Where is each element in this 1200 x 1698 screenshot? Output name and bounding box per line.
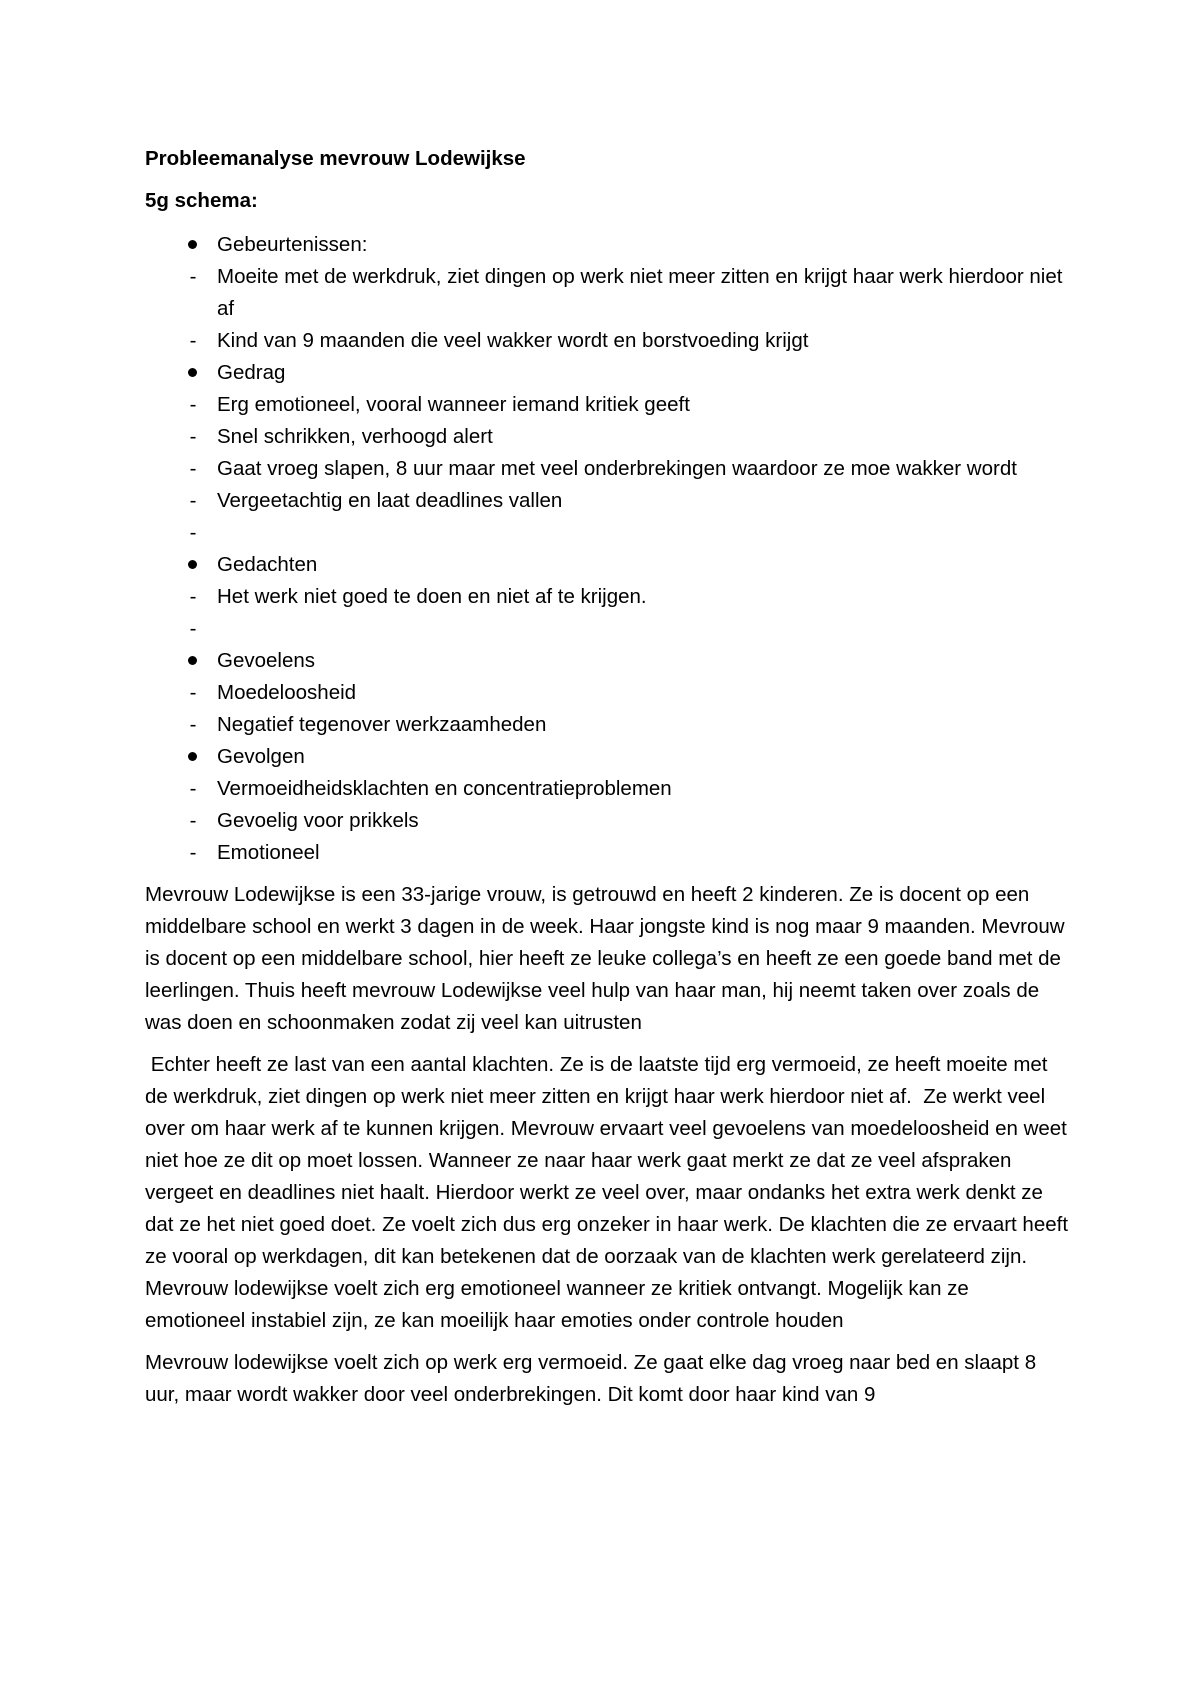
- dash-marker: -: [189, 617, 197, 640]
- list-item: [145, 325, 1070, 357]
- dash-marker: -: [189, 777, 197, 800]
- list-item-text: Erg emotioneel, vooral wanneer iemand kritiek geeft: [217, 393, 690, 416]
- list-item-text: Negatief tegenover werkzaamheden: [217, 713, 547, 736]
- list-item: [145, 837, 1070, 869]
- dash-marker: -: [189, 585, 197, 608]
- paragraph: Echter heeft ze last van een aantal klachten. Ze is de laatste tijd erg vermoeid, ze heeft moeite met de werkdruk, ziet dingen op werk niet meer zitten en krijgt haar werk hierdoor niet af. Ze werkt veel over om haar werk af te kunnen krijgen. Mevrouw ervaart veel gevoelens van moedeloosheid en weet niet hoe ze dit op moet lossen. Wanneer ze naar haar werk gaat merkt ze dat ze veel afspraken vergeet en deadlines niet haalt. Hierdoor werkt ze veel over, maar ondanks het extra werk denkt ze dat ze het niet goed doet. Ze voelt zich dus erg onzeker in haar werk. De klachten die ze ervaart heeft ze vooral op werkdagen, dit kan betekenen dat de oorzaak van de klachten werk gerelateerd zijn. Mevrouw lodewijkse voelt zich erg emotioneel wanneer ze kritiek ontvangt. Mogelijk kan ze emotioneel instabiel zijn, ze kan moeilijk haar emoties onder controle houden: [145, 1053, 1074, 1332]
- document-body: [145, 143, 1074, 1421]
- list-item-text: Vermoeidheidsklachten en concentratieproblemen: [217, 777, 672, 800]
- list-item-text: [217, 613, 1070, 645]
- list-item: [145, 453, 1070, 485]
- list-item: [145, 549, 1070, 581]
- list-item-text: Gedrag: [217, 361, 286, 384]
- dash-marker: -: [189, 713, 197, 736]
- list-item-text: Gedachten: [217, 553, 318, 576]
- list-item-text: Vergeetachtig en laat deadlines vallen: [217, 489, 563, 512]
- list-item-text: Gaat vroeg slapen, 8 uur maar met veel onderbrekingen waardoor ze moe wakker wordt: [217, 457, 1017, 480]
- list-item: [145, 485, 1070, 517]
- list-item-text: Gevoelens: [217, 649, 316, 672]
- list-item: [145, 389, 1070, 421]
- list-item: [145, 677, 1070, 709]
- list-item-text: Moedeloosheid: [217, 681, 357, 704]
- dash-marker: -: [189, 841, 197, 864]
- list-item-text: Kind van 9 maanden die veel wakker wordt en borstvoeding krijgt: [217, 329, 809, 352]
- schema-list: [145, 229, 1070, 869]
- list-item-text: Moeite met de werkdruk, ziet dingen op werk niet meer zitten en krijgt haar werk hierdoor niet af: [217, 265, 1063, 320]
- dash-marker: -: [189, 457, 197, 480]
- dash-marker: -: [189, 809, 197, 832]
- list-item: [145, 613, 1070, 645]
- paragraph: Mevrouw Lodewijkse is een 33-jarige vrouw, is getrouwd en heeft 2 kinderen. Ze is docent op een middelbare school en werkt 3 dagen in de week. Haar jongste kind is nog maar 9 maanden. Mevrouw is docent op een middelbare school, hier heeft ze leuke collega’s en heeft ze een goede band met de leerlingen. Thuis heeft mevrouw Lodewijkse veel hulp van haar man, hij neemt taken over zoals de was doen en schoonmaken zodat zij veel kan uitrusten: [145, 883, 1065, 1034]
- schema-heading: 5g schema:: [145, 189, 258, 212]
- list-item-text: Snel schrikken, verhoogd alert: [217, 425, 493, 448]
- list-item-text: Gevoelig voor prikkels: [217, 809, 419, 832]
- dash-marker: -: [189, 681, 197, 704]
- dash-marker: -: [189, 265, 197, 288]
- list-item-text: Gebeurtenissen:: [217, 233, 368, 256]
- list-item: [145, 805, 1070, 837]
- paragraph: Mevrouw lodewijkse voelt zich op werk erg vermoeid. Ze gaat elke dag vroeg naar bed en slaapt 8 uur, maar wordt wakker door veel onderbrekingen. Dit komt door haar kind van 9: [145, 1351, 1037, 1406]
- dash-marker: -: [189, 521, 197, 544]
- list-item-text: Emotioneel: [217, 841, 320, 864]
- list-item: [145, 645, 1070, 677]
- list-item-text: Het werk niet goed te doen en niet af te krijgen.: [217, 585, 647, 608]
- list-item: [145, 229, 1070, 261]
- dash-marker: -: [189, 489, 197, 512]
- dash-marker: -: [189, 425, 197, 448]
- list-item: [145, 709, 1070, 741]
- list-item: [145, 357, 1070, 389]
- dash-marker: -: [189, 393, 197, 416]
- list-item-text: Gevolgen: [217, 745, 305, 768]
- list-item: [145, 421, 1070, 453]
- list-item: [145, 741, 1070, 773]
- list-item: [145, 261, 1070, 325]
- list-item: [145, 773, 1070, 805]
- dash-marker: -: [189, 329, 197, 352]
- document-title: Probleemanalyse mevrouw Lodewijkse: [145, 147, 526, 170]
- list-item: [145, 517, 1070, 549]
- list-item-text: [217, 517, 1070, 549]
- list-item: [145, 581, 1070, 613]
